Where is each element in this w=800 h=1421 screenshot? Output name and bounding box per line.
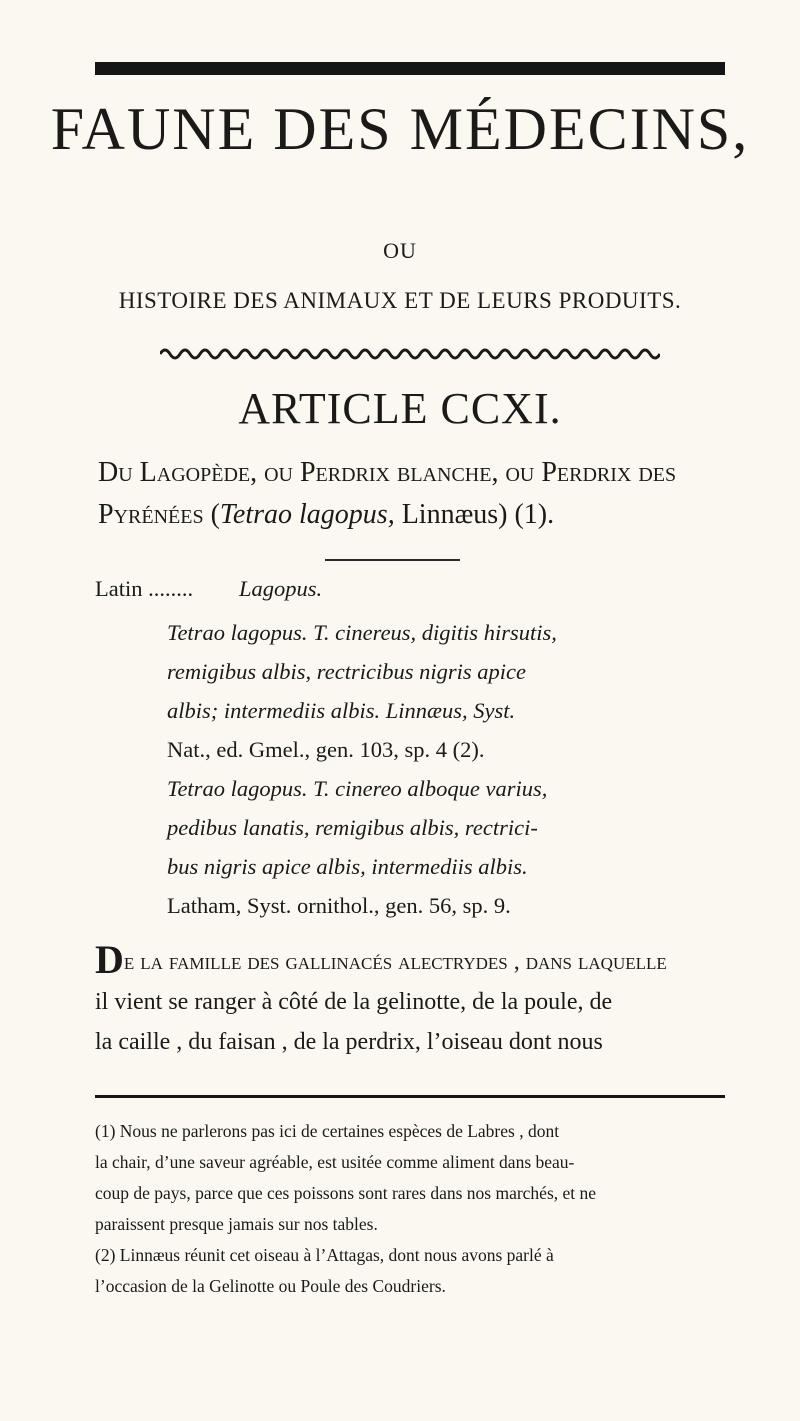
top-rule (95, 62, 725, 75)
heading-text-1: Du Lagopède, ou Perdrix blanche, ou Perdrix des (98, 457, 677, 488)
synonymy-line: bus nigris apice albis, intermediis albis. (167, 854, 528, 879)
synonymy-line: Nat., ed. Gmel., gen. 103, sp. 4 (2). (167, 737, 485, 762)
drop-cap: D (95, 937, 124, 982)
synonymy-line: albis; intermediis albis. Linnæus, Syst. (167, 698, 516, 723)
title-conjunction: OU (383, 238, 417, 263)
footnote-line: la chair, d’une saveur agréable, est usitée comme aliment dans beau- (95, 1152, 575, 1172)
heading-text-2a: Pyrénées ( (98, 499, 220, 530)
footnote-line: coup de pays, parce que ces poissons sont rares dans nos marchés, et ne (95, 1183, 597, 1203)
synonymy-line: Latham, Syst. ornithol., gen. 56, sp. 9. (167, 893, 511, 918)
synonymy-line: Tetrao lagopus. T. cinereus, digitis hirsutis, (167, 620, 557, 645)
body-line (95, 937, 715, 982)
article-heading-line2 (98, 494, 738, 536)
heading-text-2b: Linnæus) (1). (394, 499, 555, 530)
body-line: la caille , du faisan , de la perdrix, l’oiseau dont nous (95, 1029, 603, 1055)
body-line-text: e la famille des gallinacés alectrydes , dans laquelle (123, 949, 667, 975)
synonymy-line: pedibus lanatis, remigibus albis, rectrici- (167, 815, 538, 840)
footnotes (95, 1116, 727, 1302)
article-heading-line1 (98, 452, 738, 494)
footnote-line: (2) Linnæus réunit cet oiseau à l’Attagas, dont nous avons parlé à (95, 1245, 554, 1265)
footnote-rule (95, 1095, 725, 1098)
footnote-line: paraissent presque jamais sur nos tables. (95, 1214, 378, 1234)
synonymy-line: remigibus albis, rectricibus nigris apice (167, 659, 526, 684)
page-subtitle: HISTOIRE DES ANIMAUX ET DE LEURS PRODUITS. (118, 288, 682, 313)
body-line: il vient se ranger à côté de la gelinotte, de la poule, de (95, 989, 613, 1015)
section-divider (325, 559, 460, 561)
body-paragraph (95, 937, 715, 1062)
heading-species-name: Tetrao lagopus, (219, 499, 395, 530)
synonymy-line: Tetrao lagopus. T. cinereo alboque varius, (167, 776, 548, 801)
footnote-line: l’occasion de la Gelinotte ou Poule des Coudriers. (95, 1276, 446, 1296)
synonymy-label: Latin ........ (95, 576, 194, 601)
synonymy-latin-name: Lagopus. (239, 576, 323, 601)
footnote-line: (1) Nous ne parlerons pas ici de certaines espèces de Labres , dont (95, 1121, 560, 1141)
wave-ornament (160, 346, 660, 362)
page-title: FAUNE DES MÉDECINS, (50, 96, 750, 162)
article-number: ARTICLE CCXI. (238, 384, 562, 433)
